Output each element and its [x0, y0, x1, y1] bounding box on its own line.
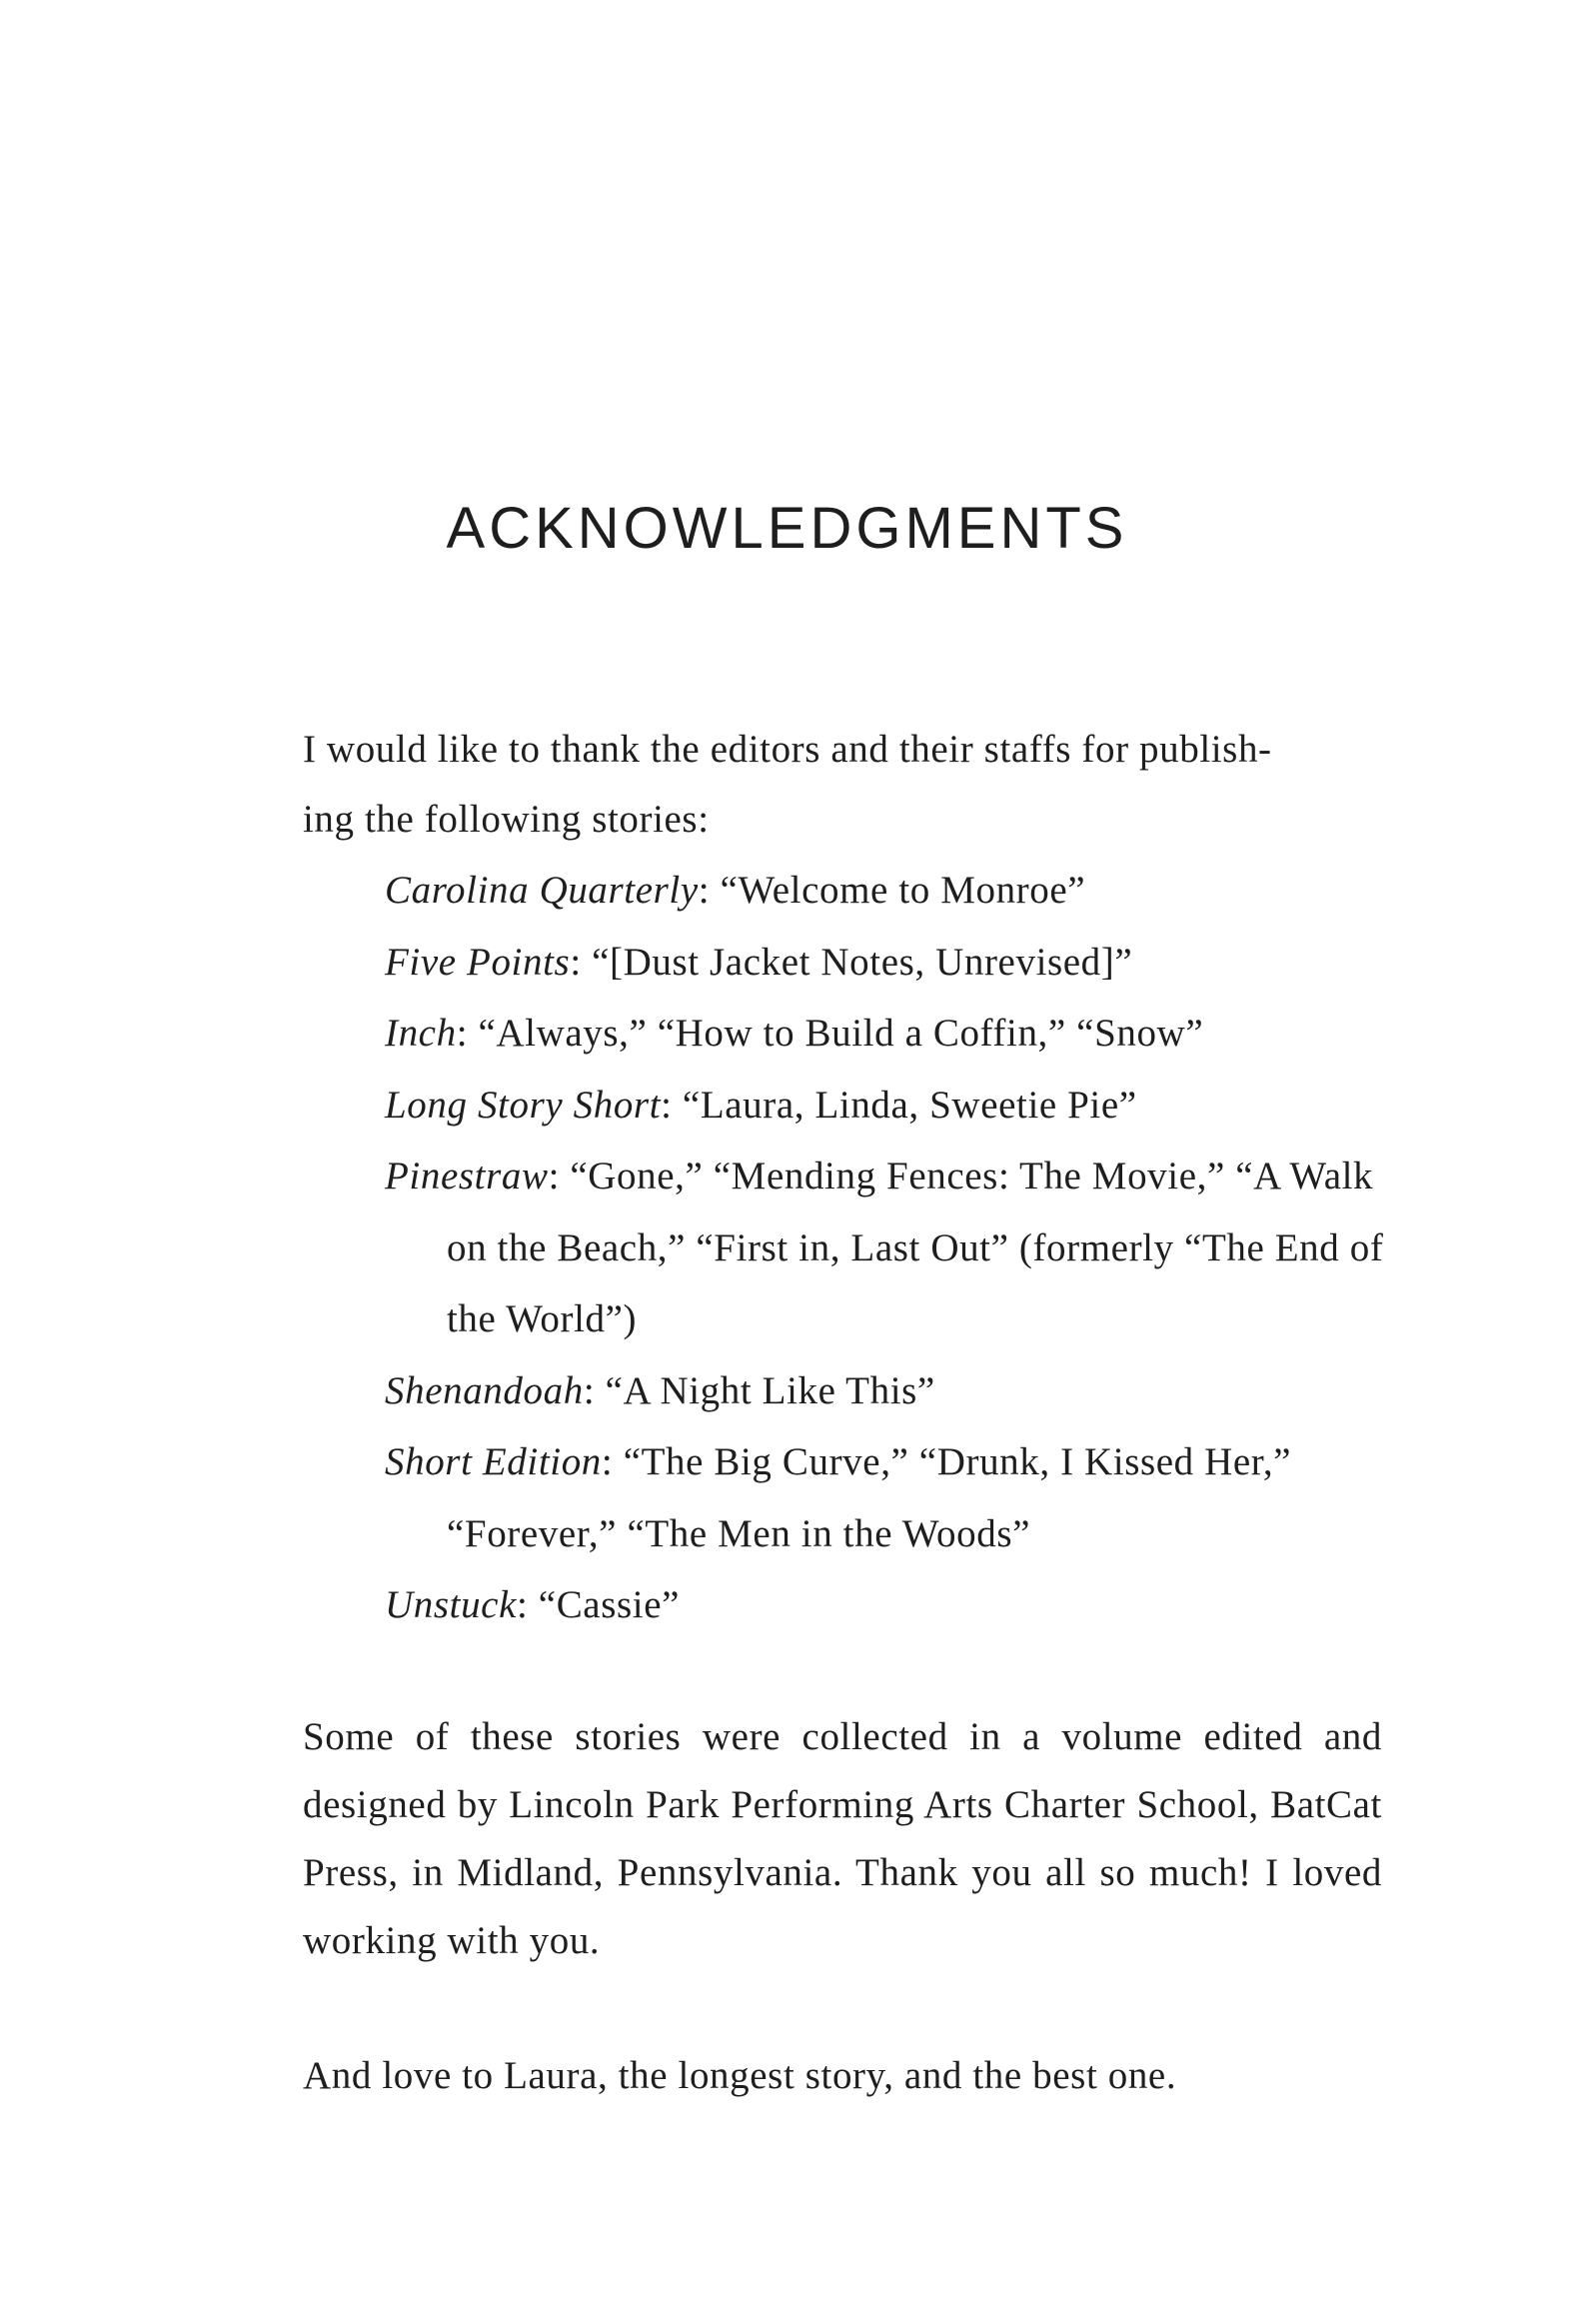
publication-name: Long Story Short — [385, 1083, 662, 1127]
story-titles: : “Welcome to Monroe” — [698, 869, 1086, 912]
publication-name: Pinestraw — [385, 1155, 549, 1197]
publication-name: Carolina Quarterly — [385, 869, 699, 912]
story-titles: : “Cassie” — [517, 1583, 681, 1626]
story-titles: : “A Night Like This” — [583, 1368, 935, 1412]
credit-item — [385, 998, 1384, 1070]
credit-item — [385, 927, 1384, 999]
credit-item — [385, 1355, 1384, 1427]
publication-name: Inch — [385, 1012, 457, 1055]
publication-name: Short Edition — [385, 1440, 602, 1483]
story-titles: : “Always,” “How to Build a Coffin,” “Snow” — [456, 1012, 1204, 1055]
credit-item — [385, 1569, 1384, 1641]
publication-name: Shenandoah — [385, 1368, 584, 1412]
credit-item — [385, 1070, 1384, 1142]
publication-name: Unstuck — [385, 1583, 517, 1626]
credit-item — [385, 1141, 1384, 1355]
credit-item — [385, 855, 1384, 927]
story-titles: : “[Dust Jacket Notes, Unrevised]” — [570, 940, 1133, 984]
publication-name: Five Points — [385, 940, 571, 984]
story-titles: : “The Big Curve,” “Drunk, I Kissed Her,” “Forever,” “The Men in the Woods” — [447, 1440, 1292, 1555]
intro-paragraph — [303, 715, 1382, 855]
page-title: ACKNOWLEDGMENTS — [446, 496, 1128, 561]
publication-credits-list — [385, 855, 1384, 1641]
story-titles: : “Gone,” “Mending Fences: The Movie,” “A Walk on the Beach,” “First in, Last Out” (formerly “The End of the World”) — [447, 1155, 1384, 1340]
collection-paragraph: Some of these stories were collected in a volume edited and designed by Lincoln Park Performing Arts Charter School, BatCat Press, in Midland, Pennsylvania. Thank you all so much! I loved working with you. — [303, 1715, 1382, 1962]
intro-line-2: ing the following stories: — [303, 798, 710, 841]
intro-line-1: I would like to thank the editors and their staffs for publish- — [303, 728, 1272, 771]
credit-item — [385, 1426, 1384, 1569]
dedication-paragraph: And love to Laura, the longest story, and the best one. — [303, 2054, 1177, 2097]
story-titles: : “Laura, Linda, Sweetie Pie” — [661, 1083, 1137, 1127]
